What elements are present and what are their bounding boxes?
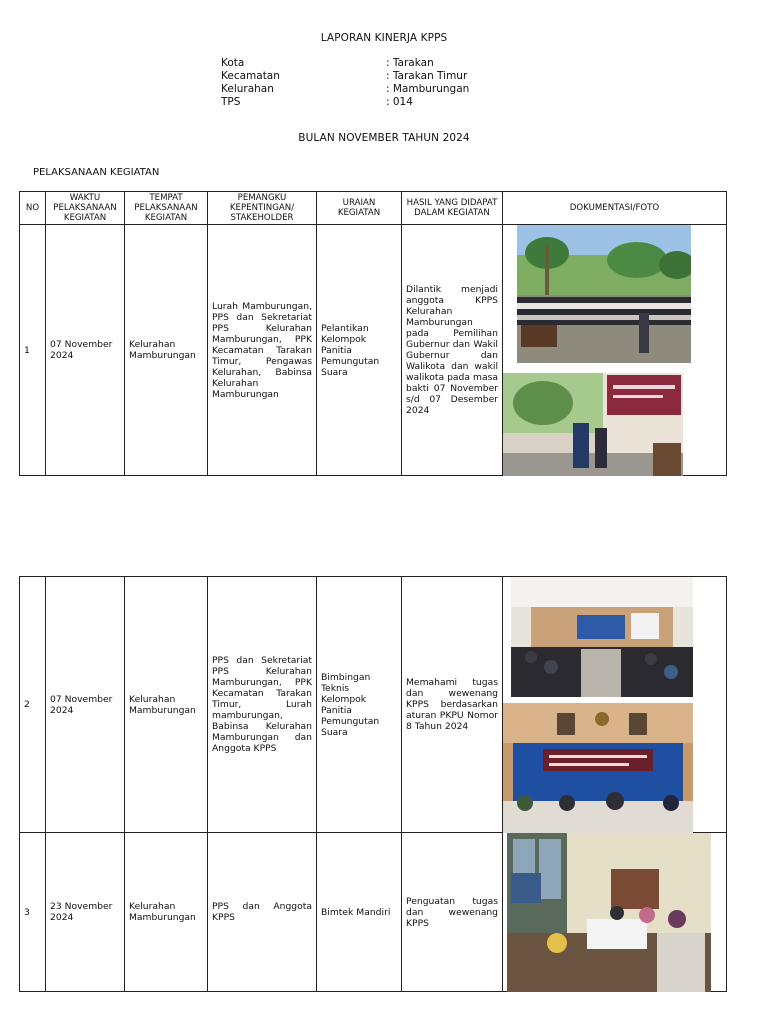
- cell-hasil: Penguatan tugas dan wewenang KPPS: [402, 833, 503, 992]
- cell-pemangku: PPS dan Anggota KPPS: [208, 833, 317, 992]
- cell-tempat: Kelurahan Mamburungan: [125, 225, 208, 476]
- report-period: BULAN NOVEMBER TAHUN 2024: [298, 132, 470, 144]
- cell-dokumentasi: [503, 225, 727, 476]
- header-no: NO: [20, 192, 46, 225]
- header-pemangku: PEMANGKU KEPENTINGAN/ STAKEHOLDER: [208, 192, 317, 225]
- table-row: [20, 225, 727, 476]
- cell-uraian: Bimtek Mandiri: [317, 833, 402, 992]
- meta-value: : Mamburungan: [386, 83, 470, 95]
- cell-hasil: Memahami tugas dan wewenang KPPS berdasarkan aturan PKPU Nomor 8 Tahun 2024: [402, 577, 503, 833]
- section-label: PELAKSANAAN KEGIATAN: [33, 167, 160, 178]
- header-uraian: URAIAN KEGIATAN: [317, 192, 402, 225]
- header-waktu: WAKTU PELAKSANAAN KEGIATAN: [46, 192, 125, 225]
- meta-label: Kecamatan: [221, 70, 280, 82]
- meta-label: Kelurahan: [221, 83, 274, 95]
- cell-waktu: 23 November 2024: [46, 833, 125, 992]
- cell-no: 1: [20, 225, 46, 476]
- cell-dokumentasi: [503, 833, 727, 992]
- cell-pemangku: PPS dan Sekretariat PPS Kelurahan Mamburungan, PPK Kecamatan Tarakan Timur, Lurah mamburungan, Babinsa Kelurahan Mamburungan dan Anggota KPPS: [208, 577, 317, 833]
- table-row: [20, 833, 727, 992]
- cell-waktu: 07 November 2024: [46, 225, 125, 476]
- meta-value: : 014: [386, 96, 413, 108]
- report-title: LAPORAN KINERJA KPPS: [320, 32, 448, 44]
- meta-value: : Tarakan Timur: [386, 70, 468, 82]
- cell-waktu: 07 November 2024: [46, 577, 125, 833]
- meta-row-tps: [221, 96, 469, 109]
- report-meta: [221, 57, 469, 109]
- meta-label: Kota: [221, 57, 245, 69]
- cell-hasil: Dilantik menjadi anggota KPPS Kelurahan Mamburungan pada Pemilihan Gubernur dan Wakil Gubernur dan Walikota dan wakil walikota pada masa bakti 07 November s/d 07 Desember 2024: [402, 225, 503, 476]
- header-dokumentasi: DOKUMENTASI/FOTO: [503, 192, 727, 225]
- meta-row-kota: [221, 57, 469, 70]
- cell-no: 2: [20, 577, 46, 833]
- activity-table-part-2: [19, 576, 727, 992]
- photo-training-stage: [503, 703, 693, 833]
- cell-pemangku: Lurah Mamburungan, PPS dan Sekretariat PPS Kelurahan Mamburungan, PPK Kecamatan Tarakan Timur, Pengawas Kelurahan, Babinsa Kelurahan Mamburungan: [208, 225, 317, 476]
- cell-uraian: Bimbingan Teknis Kelompok Panitia Pemungutan Suara: [317, 577, 402, 833]
- table-row: [20, 577, 727, 833]
- header-hasil: HASIL YANG DIDAPAT DALAM KEGIATAN: [402, 192, 503, 225]
- cell-no: 3: [20, 833, 46, 992]
- activity-table-part-1: [19, 191, 727, 476]
- meta-label: TPS: [221, 96, 241, 108]
- photo-stage-ceremony: [503, 373, 683, 476]
- photo-hall-audience: [511, 577, 693, 697]
- meta-value: : Tarakan: [386, 57, 434, 69]
- meta-row-kelurahan: [221, 83, 469, 96]
- table-header-row: [20, 192, 727, 225]
- cell-dokumentasi: [503, 577, 727, 833]
- photo-outdoor-inauguration: [517, 225, 691, 363]
- header-tempat: TEMPAT PELAKSANAAN KEGIATAN: [125, 192, 208, 225]
- meta-row-kecamatan: [221, 70, 469, 83]
- cell-uraian: Pelantikan Kelompok Panitia Pemungutan Suara: [317, 225, 402, 476]
- cell-tempat: Kelurahan Mamburungan: [125, 577, 208, 833]
- photo-classroom-meeting: [507, 833, 711, 992]
- cell-tempat: Kelurahan Mamburungan: [125, 833, 208, 992]
